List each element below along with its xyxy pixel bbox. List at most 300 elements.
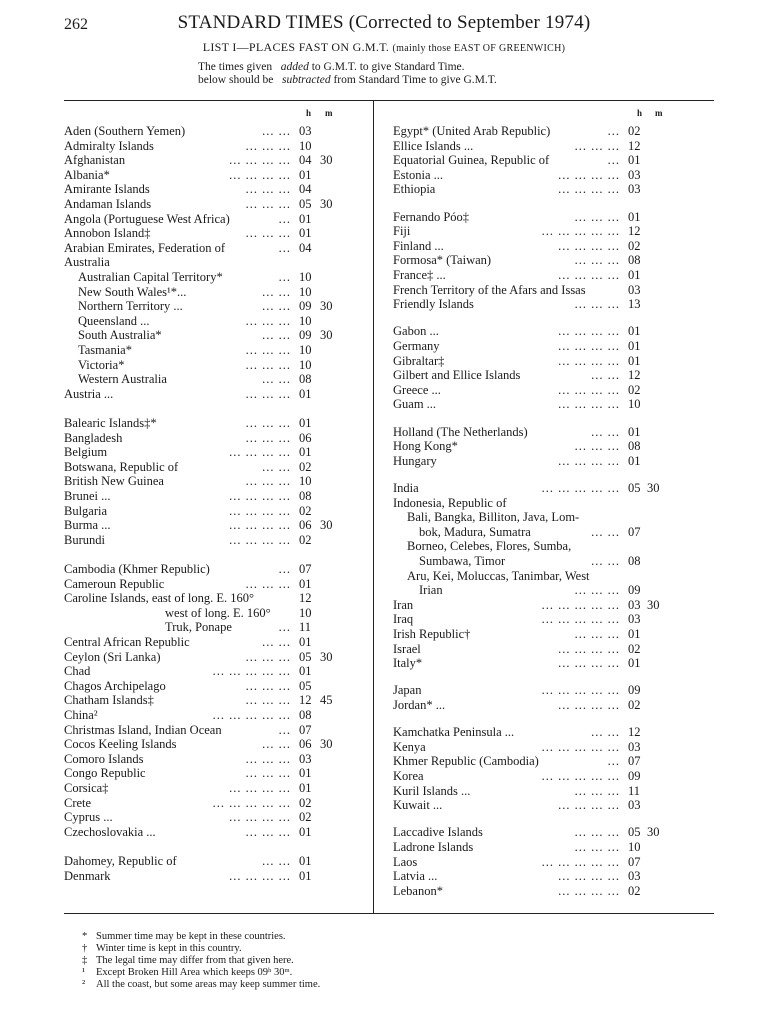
place-name: Aru, Kei, Moluccas, Tanimbar, West <box>407 568 590 583</box>
table-row <box>64 810 370 824</box>
place-name: Cambodia (Khmer Republic) <box>64 562 210 576</box>
hours-value: 05 <box>299 649 312 664</box>
leader-dots: ... ... ... ... <box>229 868 291 883</box>
table-row <box>64 533 370 547</box>
hours-value: 01 <box>299 664 312 679</box>
minutes-value: 30 <box>647 597 660 612</box>
table-row <box>393 439 683 453</box>
leader-dots: ... ... ... ... <box>229 503 291 518</box>
place-name: Central African Republic <box>64 635 190 649</box>
table-row <box>64 445 370 459</box>
hours-value: 11 <box>299 620 312 635</box>
minutes-value: 30 <box>320 649 333 664</box>
leader-dots: ... ... ... ... <box>558 698 620 712</box>
leader-dots: ... ... ... <box>245 313 291 328</box>
hours-value: 02 <box>628 883 641 898</box>
leader-dots: ... ... ... <box>245 343 291 357</box>
table-row <box>64 416 370 430</box>
leader-dots: ... ... <box>591 368 620 383</box>
hours-value: 10 <box>299 313 312 328</box>
hours-value: 07 <box>299 722 312 737</box>
hours-value: 12 <box>628 725 641 740</box>
hours-value: 09 <box>628 769 641 783</box>
place-name: Amirante Islands <box>64 182 150 197</box>
list-subtitle <box>0 40 768 55</box>
table-row <box>393 884 683 898</box>
table-row <box>64 226 370 240</box>
table-row <box>64 197 370 211</box>
place-name: Iran <box>393 597 414 612</box>
leader-dots: ... ... ... ... ... <box>541 683 620 698</box>
leader-dots: ... ... ... <box>574 253 620 268</box>
place-name: Cocos Keeling Islands <box>64 737 177 752</box>
table-row <box>64 562 370 576</box>
footnote <box>82 979 320 991</box>
place-name: Israel <box>393 641 421 656</box>
leader-dots: ... ... ... <box>574 439 620 454</box>
leader-dots: ... ... ... <box>245 182 291 197</box>
place-name: Aden (Southern Yemen) <box>64 124 186 138</box>
place-name: France‡ ... <box>393 268 446 282</box>
place-name: Laccadive Islands <box>393 825 483 840</box>
table-row <box>64 474 370 488</box>
place-name: Estonia ... <box>393 167 443 182</box>
place-name: French Territory of the Afars and Issas <box>393 282 586 297</box>
leader-dots: ... ... ... <box>245 474 291 489</box>
place-name: Andaman Islands <box>64 197 152 211</box>
place-name: Kamchatka Peninsula ... <box>393 725 515 740</box>
place-name: Irian <box>419 583 443 598</box>
place-name: Gibraltar‡ <box>393 353 445 368</box>
hours-value: 02 <box>628 698 641 712</box>
place-name: Irish Republic† <box>393 627 471 641</box>
table-row <box>393 539 683 553</box>
table-row <box>393 656 683 670</box>
leader-dots: ... ... ... ... <box>558 339 620 353</box>
footnote-symbol: † <box>82 943 88 954</box>
hours-value: 03 <box>628 869 641 884</box>
table-bottom-rule <box>64 913 714 914</box>
hours-value: 03 <box>299 751 312 766</box>
hours-value: 12 <box>299 693 312 708</box>
leader-dots: ... ... ... ... <box>558 883 620 898</box>
table-row <box>393 425 683 439</box>
place-name: Ethiopia <box>393 182 436 197</box>
place-name: Formosa* (Taiwan) <box>393 253 492 268</box>
table-top-rule <box>64 100 714 101</box>
leader-dots: ... <box>278 562 291 576</box>
hours-value: 01 <box>628 339 641 353</box>
table-row <box>393 598 683 612</box>
hours-value: 01 <box>299 868 312 883</box>
table-row <box>64 766 370 780</box>
hours-value: 12 <box>628 224 641 239</box>
leader-dots: ... ... <box>262 372 291 387</box>
place-name: Bulgaria <box>64 503 108 518</box>
leader-dots: ... ... ... ... <box>558 167 620 182</box>
footnote <box>82 955 320 967</box>
column-divider <box>373 101 374 913</box>
place-name: Congo Republic <box>64 766 146 781</box>
minutes-value: 45 <box>320 693 333 708</box>
footnote-text: All the coast, but some areas may keep summer time. <box>96 979 321 990</box>
table-row <box>393 869 683 883</box>
leader-dots: ... ... ... <box>245 649 291 664</box>
leader-dots: ... ... ... <box>245 766 291 781</box>
right-header-hours: h <box>637 108 643 118</box>
place-name: Bangladesh <box>64 430 123 445</box>
leader-dots: ... ... ... <box>574 825 620 840</box>
hours-value: 08 <box>628 554 641 568</box>
place-name: Victoria* <box>78 357 125 372</box>
table-row <box>393 496 683 510</box>
table-row <box>393 168 683 182</box>
place-name: Ceylon (Sri Lanka) <box>64 649 161 664</box>
hours-value: 01 <box>628 209 641 224</box>
hours-value: 01 <box>299 766 312 781</box>
table-row <box>393 153 683 167</box>
hours-value: 03 <box>628 798 641 813</box>
table-row <box>393 740 683 754</box>
leader-dots: ... ... ... <box>245 226 291 241</box>
hours-value: 09 <box>299 328 312 343</box>
hours-value: 01 <box>628 353 641 368</box>
leader-dots: ... ... ... ... <box>558 182 620 197</box>
table-row <box>393 354 683 368</box>
footnote-symbol: ¹ <box>82 967 86 978</box>
leader-dots: ... <box>278 240 291 255</box>
hours-value: 01 <box>299 824 312 839</box>
hours-value: 03 <box>628 612 641 627</box>
leader-dots: ... ... ... <box>245 678 291 693</box>
footnote <box>82 967 320 979</box>
hours-value: 02 <box>299 459 312 474</box>
table-row <box>64 679 370 693</box>
leader-dots: ... ... ... ... <box>558 869 620 884</box>
table-row <box>393 454 683 468</box>
hours-value: 08 <box>628 253 641 268</box>
place-name: Cyprus ... <box>64 810 113 825</box>
place-name: Greece ... <box>393 382 441 397</box>
table-row <box>393 569 683 583</box>
leader-dots: ... ... ... <box>245 386 291 401</box>
table-row <box>64 781 370 795</box>
place-name: Botswana, Republic of <box>64 459 179 474</box>
leader-dots: ... ... ... ... ... <box>541 597 620 612</box>
footnote-symbol: ‡ <box>82 955 88 966</box>
leader-dots: ... <box>607 754 620 769</box>
hours-value: 10 <box>628 397 641 412</box>
leader-dots: ... ... <box>262 328 291 343</box>
hours-value: 02 <box>628 382 641 397</box>
place-name: Italy* <box>393 656 423 671</box>
leader-dots: ... ... <box>591 725 620 740</box>
table-row <box>64 693 370 707</box>
place-name: Egypt* (United Arab Republic) <box>393 124 551 138</box>
table-row <box>393 383 683 397</box>
table-row <box>64 255 370 269</box>
leader-dots: ... ... ... <box>574 209 620 224</box>
table-row <box>393 397 683 411</box>
hours-value: 01 <box>299 167 312 182</box>
note-line1-c: to G.M.T. to give Standard Time. <box>311 61 465 73</box>
place-name: China² <box>64 708 98 722</box>
place-name: Tasmania* <box>78 343 132 357</box>
place-name: Christmas Island, Indian Ocean <box>64 722 222 737</box>
table-row <box>393 139 683 153</box>
place-name: Crete <box>64 795 92 810</box>
table-row <box>64 708 370 722</box>
table-row <box>393 683 683 697</box>
table-row <box>393 283 683 297</box>
table-row <box>64 489 370 503</box>
table-row <box>64 854 370 868</box>
place-name: Chatham Islands‡ <box>64 693 154 708</box>
leader-dots: ... ... ... ... <box>229 810 291 825</box>
table-row <box>393 253 683 267</box>
table-row <box>393 268 683 282</box>
leader-dots: ... <box>278 620 291 635</box>
hours-value: 10 <box>299 357 312 372</box>
place-name: British New Guinea <box>64 474 164 489</box>
place-name: Indonesia, Republic of <box>393 495 507 510</box>
place-name: Burundi <box>64 532 105 547</box>
hours-value: 01 <box>299 854 312 868</box>
place-name: Comoro Islands <box>64 751 144 766</box>
leader-dots: ... <box>607 153 620 168</box>
hours-value: 01 <box>628 324 641 339</box>
hours-value: 08 <box>299 372 312 387</box>
place-name: Sumbawa, Timor <box>419 554 506 568</box>
leader-dots: ... ... ... <box>574 297 620 312</box>
footnotes <box>82 931 320 991</box>
leader-dots: ... ... ... <box>245 197 291 211</box>
leader-dots: ... ... ... ... <box>558 353 620 368</box>
place-name: Hong Kong* <box>393 439 458 454</box>
place-name: Iraq <box>393 612 414 627</box>
table-row <box>64 620 370 634</box>
place-name: Finland ... <box>393 238 444 253</box>
minutes-value: 30 <box>320 153 333 168</box>
note-line-1 <box>198 61 497 74</box>
table-row <box>64 737 370 751</box>
leader-dots: ... ... <box>262 635 291 649</box>
table-row <box>64 241 370 255</box>
leader-dots: ... ... ... ... ... <box>541 739 620 754</box>
hours-value: 10 <box>299 343 312 357</box>
hours-value: 05 <box>628 825 641 840</box>
note-line2-c: from Standard Time to give G.M.T. <box>333 74 497 86</box>
leader-dots: ... ... ... ... <box>558 238 620 253</box>
table-row <box>64 796 370 810</box>
note-line2-a: below should be <box>198 74 274 86</box>
leader-dots: ... ... ... ... ... <box>212 795 291 810</box>
leader-dots: ... ... ... <box>574 583 620 598</box>
hours-value: 10 <box>299 284 312 299</box>
hours-value: 13 <box>628 297 641 312</box>
hours-value: 03 <box>628 167 641 182</box>
table-row <box>393 224 683 238</box>
place-name: Guam ... <box>393 397 437 412</box>
hours-value: 09 <box>628 583 641 598</box>
place-name: bok, Madura, Sumatra <box>419 524 531 539</box>
leader-dots: ... ... ... <box>245 430 291 445</box>
leader-dots: ... ... ... ... <box>558 324 620 339</box>
hours-value: 03 <box>628 739 641 754</box>
place-name: Corsica‡ <box>64 781 109 795</box>
table-row <box>64 591 370 605</box>
table-row <box>393 769 683 783</box>
place-name: Ellice Islands ... <box>393 138 474 153</box>
hours-value: 01 <box>299 226 312 241</box>
table-row <box>393 297 683 311</box>
footnote-symbol: * <box>82 931 88 942</box>
place-name: Friendly Islands <box>393 297 474 312</box>
place-name: Western Australia <box>78 372 167 387</box>
table-row <box>64 285 370 299</box>
leader-dots: ... ... ... ... <box>229 489 291 503</box>
place-name: Gabon ... <box>393 324 439 339</box>
place-name: Kuril Islands ... <box>393 783 471 798</box>
hours-value: 04 <box>299 182 312 197</box>
hours-value: 05 <box>299 197 312 211</box>
leader-dots: ... <box>278 270 291 284</box>
leader-dots: ... ... ... ... <box>229 518 291 533</box>
leader-dots: ... ... ... ... ... <box>541 769 620 783</box>
footnote-text: The legal time may differ from that given here. <box>96 955 294 966</box>
table-row <box>64 212 370 226</box>
hours-value: 12 <box>299 591 312 606</box>
place-name: Korea <box>393 769 424 783</box>
hours-value: 01 <box>299 576 312 591</box>
place-name: Borneo, Celebes, Flores, Sumba, <box>407 539 572 554</box>
hours-value: 01 <box>628 424 641 439</box>
leader-dots: ... ... <box>262 124 291 138</box>
hours-value: 01 <box>299 416 312 430</box>
note-line1-a: The times given <box>198 61 273 73</box>
table-row <box>64 153 370 167</box>
place-name: South Australia* <box>78 328 162 343</box>
leader-dots: ... ... <box>591 424 620 439</box>
hours-value: 07 <box>628 854 641 869</box>
hours-value: 03 <box>299 124 312 138</box>
place-name: Caroline Islands, east of long. E. 160° <box>64 591 255 606</box>
place-name: Jordan* ... <box>393 698 446 712</box>
place-name: Austria ... <box>64 386 114 401</box>
leader-dots: ... ... ... ... ... <box>541 854 620 869</box>
place-name: India <box>393 481 419 495</box>
table-row <box>64 504 370 518</box>
leader-dots: ... ... ... ... <box>229 532 291 547</box>
note-line-2 <box>198 74 497 87</box>
hours-value: 12 <box>628 368 641 383</box>
leader-dots: ... ... <box>262 284 291 299</box>
hours-value: 09 <box>628 683 641 698</box>
table-row <box>64 182 370 196</box>
table-row <box>64 139 370 153</box>
table-row <box>393 481 683 495</box>
place-name: Admiralty Islands <box>64 138 154 153</box>
table-row <box>393 855 683 869</box>
table-row <box>64 270 370 284</box>
leader-dots: ... ... ... ... <box>229 153 291 168</box>
hours-value: 10 <box>299 605 312 620</box>
leader-dots: ... ... ... ... <box>558 382 620 397</box>
leader-dots: ... ... <box>591 524 620 539</box>
page-title: STANDARD TIMES (Corrected to September 1974) <box>177 12 591 33</box>
left-header-hours: h <box>306 108 312 118</box>
place-name: Fernando Póo‡ <box>393 209 470 224</box>
place-name: Balearic Islands‡* <box>64 416 157 430</box>
hours-value: 01 <box>628 153 641 168</box>
place-name: Fiji <box>393 224 411 239</box>
minutes-value: 30 <box>320 518 333 533</box>
leader-dots: ... ... ... ... <box>229 167 291 182</box>
table-row <box>64 372 370 386</box>
hours-value: 07 <box>299 562 312 576</box>
hours-value: 04 <box>299 153 312 168</box>
leader-dots: ... ... ... <box>245 138 291 153</box>
minutes-value: 30 <box>320 737 333 752</box>
place-name: Afghanistan <box>64 153 126 168</box>
leader-dots: ... ... ... ... <box>558 798 620 813</box>
leader-dots: ... ... ... ... ... <box>541 481 620 495</box>
hours-value: 01 <box>628 268 641 282</box>
place-name: west of long. E. 160° <box>165 605 271 620</box>
leader-dots: ... ... ... ... ... <box>212 708 291 722</box>
table-row <box>393 339 683 353</box>
leader-dots: ... ... ... ... <box>229 445 291 460</box>
instruction-note <box>198 61 497 87</box>
footnote <box>82 943 320 955</box>
hours-value: 01 <box>628 656 641 671</box>
leader-dots: ... <box>278 722 291 737</box>
place-name: Brunei ... <box>64 489 111 503</box>
table-row <box>393 798 683 812</box>
hours-value: 02 <box>628 641 641 656</box>
leader-dots: ... ... ... <box>574 840 620 854</box>
place-name: Kuwait ... <box>393 798 443 813</box>
hours-value: 04 <box>299 240 312 255</box>
table-row <box>64 387 370 401</box>
table-row <box>393 840 683 854</box>
leader-dots: ... ... ... ... <box>558 656 620 671</box>
leader-dots: ... ... ... ... ... <box>541 612 620 627</box>
table-row <box>64 752 370 766</box>
leader-dots: ... ... ... ... ... <box>541 224 620 239</box>
table-row <box>64 299 370 313</box>
place-name: Holland (The Netherlands) <box>393 424 528 439</box>
table-row <box>393 510 683 524</box>
minutes-value: 30 <box>320 197 333 211</box>
leader-dots: ... ... ... <box>574 627 620 641</box>
page-number: 262 <box>64 16 88 33</box>
leader-dots: ... <box>607 124 620 138</box>
leader-dots: ... ... ... ... <box>558 268 620 282</box>
hours-value: 03 <box>628 282 641 297</box>
table-row <box>64 314 370 328</box>
place-name: Australian Capital Territory* <box>78 270 223 284</box>
note-line1-added: added <box>280 61 309 73</box>
place-name: Denmark <box>64 868 111 883</box>
place-name: Gilbert and Ellice Islands <box>393 368 521 383</box>
place-name: Annobon Island‡ <box>64 226 151 241</box>
place-name: Latvia ... <box>393 869 438 884</box>
hours-value: 11 <box>628 783 641 798</box>
hours-value: 02 <box>299 795 312 810</box>
leader-dots: ... ... ... <box>574 138 620 153</box>
table-row <box>64 431 370 445</box>
